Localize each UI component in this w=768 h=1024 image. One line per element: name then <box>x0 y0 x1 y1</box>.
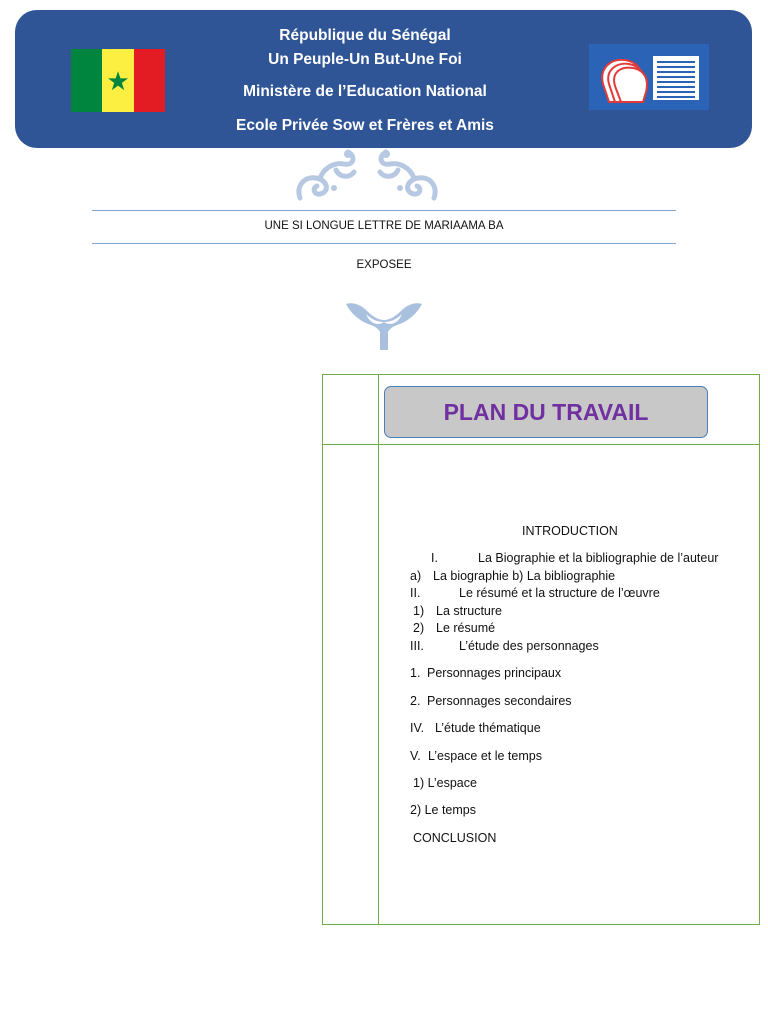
outline-item: La structure <box>436 604 503 618</box>
outline-item-number: II. <box>410 586 421 600</box>
outline-item-number: V. <box>410 749 421 763</box>
outline-item: Personnages secondaires <box>427 694 572 708</box>
outline-item-number: 1) <box>413 604 425 618</box>
outline-item: L’étude des personnages <box>459 639 599 653</box>
outline-item-number: IV. <box>410 721 425 735</box>
header-banner <box>15 10 752 148</box>
outline-item: 1) L’espace <box>413 776 477 790</box>
header-ministry: Ministère de l’Education National <box>243 83 487 100</box>
document-subtitle: EXPOSEE <box>356 259 412 271</box>
outline-item: L’espace et le temps <box>428 749 542 763</box>
outline-item-number: 2. <box>410 694 421 708</box>
title-top-rule <box>92 210 676 211</box>
outline-item: Personnages principaux <box>427 666 562 680</box>
outline-item-number: I. <box>431 551 438 565</box>
outline-item: Le résumé <box>436 621 496 635</box>
header-school: Ecole Privée Sow et Frères et Amis <box>236 117 494 134</box>
plan-title: PLAN DU TRAVAIL <box>384 386 708 438</box>
outline-item-number: III. <box>410 639 424 653</box>
outline-introduction: INTRODUCTION <box>522 524 618 538</box>
header-motto: Un Peuple-Un But-Une Foi <box>268 51 462 68</box>
title-bottom-rule <box>92 243 676 244</box>
outline-item: 2) Le temps <box>410 803 477 817</box>
school-logo-icon <box>589 44 709 110</box>
outline-item: La biographie b) La bibliographie <box>433 569 616 583</box>
leaf-ornament-icon <box>342 300 426 352</box>
outline-item: L’étude thématique <box>435 721 541 735</box>
outline-item-number: 1. <box>410 666 421 680</box>
senegal-flag-icon: ★ <box>71 49 165 112</box>
outline-item-number: 2) <box>413 621 425 635</box>
outline-conclusion: CONCLUSION <box>413 831 497 845</box>
outline-item-number: a) <box>410 569 422 583</box>
plan-table-row-divider <box>323 444 759 445</box>
plan-table <box>322 374 760 925</box>
document-title: UNE SI LONGUE LETTRE DE MARIAAMA BA <box>264 220 504 232</box>
floral-ornament-icon <box>290 148 444 204</box>
outline-item: Le résumé et la structure de l’œuvre <box>459 586 660 600</box>
plan-table-column-divider <box>378 375 379 924</box>
header-republic: République du Sénégal <box>279 27 451 44</box>
outline-item: La Biographie et la bibliographie de l’auteur <box>478 551 719 565</box>
